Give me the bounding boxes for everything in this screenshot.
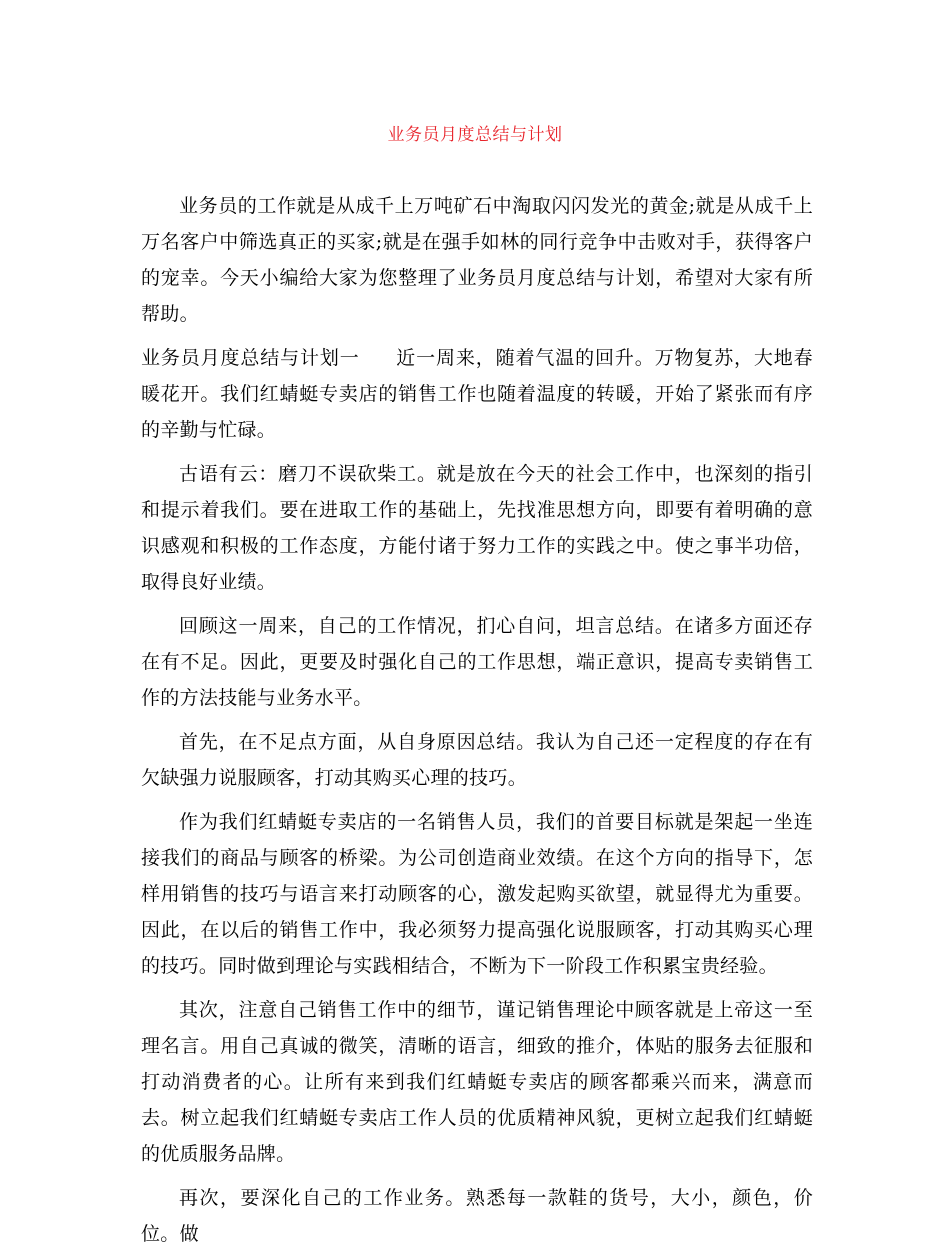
paragraph: 首先，在不足点方面，从自身原因总结。我认为自己还一定程度的存在有欠缺强力说服顾客，打动其购买心理的技巧。 bbox=[141, 731, 813, 789]
section-paragraph bbox=[141, 340, 813, 448]
intro-paragraph: 业务员的工作就是从成千上万吨矿石中淘取闪闪发光的黄金;就是从成千上万名客户中筛选真正的买家;就是在强手如林的同行竞争中击败对手，获得客户的宠幸。今天小编给大家为您整理了业务员月度总结与计划，希望对大家有所帮助。 bbox=[141, 195, 813, 325]
document-title: 业务员月度总结与计划 bbox=[387, 125, 563, 145]
paragraph: 其次，注意自己销售工作中的细节，谨记销售理论中顾客就是上帝这一至理名言。用自己真诚的微笑，清晰的语言，细致的推介，体贴的服务去征服和打动消费者的心。让所有来到我们红蜻蜓专卖店的顾客都乘兴而来，满意而去。树立起我们红蜻蜓专卖店工作人员的优质精神风貌，更树立起我们红蜻蜓的优质服务品牌。 bbox=[141, 999, 813, 1165]
section-first-text: 近一周来，随着气温的回升。万物复苏，大地春暖花开。我们红蜻蜓专卖店的销售工作也随着温度的转暖，开始了紧张而有序的辛勤与忙碌。 bbox=[141, 347, 813, 441]
paragraph: 古语有云：磨刀不误砍柴工。就是放在今天的社会工作中，也深刻的指引和提示着我们。要在进取工作的基础上，先找准思想方向，即要有着明确的意识感观和积极的工作态度，方能付诸于努力工作的实践之中。使之事半功倍，取得良好业绩。 bbox=[141, 463, 813, 593]
document-body bbox=[141, 188, 813, 1252]
section-heading: 业务员月度总结与计划一 bbox=[141, 347, 360, 369]
paragraph: 作为我们红蜻蜓专卖店的一名销售人员，我们的首要目标就是架起一坐连接我们的商品与顾客的桥梁。为公司创造商业效绩。在这个方向的指导下，怎样用销售的技巧与语言来打动顾客的心，激发起购买欲望，就显得尤为重要。因此，在以后的销售工作中，我必须努力提高强化说服顾客，打动其购买心理的技巧。同时做到理论与实践相结合，不断为下一阶段工作积累宝贵经验。 bbox=[141, 811, 813, 977]
paragraph: 再次，要深化自己的工作业务。熟悉每一款鞋的货号，大小，颜色，价位。做 bbox=[141, 1187, 813, 1245]
paragraph: 回顾这一周来，自己的工作情况，扪心自问，坦言总结。在诸多方面还存在有不足。因此，更要及时强化自己的工作思想，端正意识，提高专卖销售工作的方法技能与业务水平。 bbox=[141, 615, 813, 709]
